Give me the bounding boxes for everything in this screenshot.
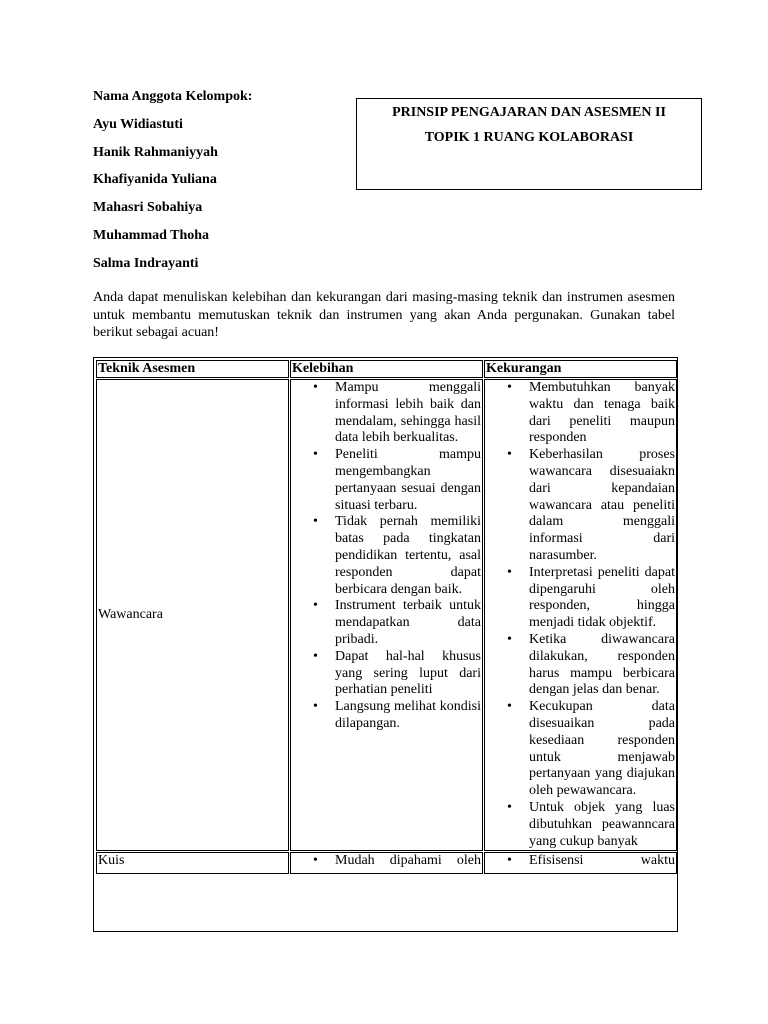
member-name: Salma Indrayanti bbox=[93, 255, 199, 271]
bullet-icon: • bbox=[507, 799, 512, 815]
header-kelebihan: Kelebihan bbox=[290, 360, 483, 378]
bullet-icon: • bbox=[313, 380, 318, 395]
bullet-icon: • bbox=[313, 699, 318, 715]
list-item: • Peneliti mampu mengembangkan pertanyaan sesuai dengan situasi terbaru. bbox=[313, 447, 481, 513]
title-line-2: TOPIK 1 RUANG KOLABORASI bbox=[424, 130, 634, 145]
intro-paragraph: Anda dapat menuliskan kelebihan dan kekurangan dari masing-masing teknik dan instrumen asesmen untuk membantu memutuskan teknik dan instrumen yang akan Anda pergunakan. Gunakan tabel berikut sebagai acuan! bbox=[93, 290, 675, 340]
title-box bbox=[356, 98, 702, 190]
list-item: • Ketika diwawancara dilakukan, responden harus mampu berbicara dengan jelas dan benar. bbox=[507, 631, 675, 698]
header-kekurangan: Kekurangan bbox=[484, 360, 677, 378]
table-row bbox=[96, 852, 677, 874]
teknik-cell: Kuis bbox=[96, 852, 289, 874]
assessment-table bbox=[93, 357, 678, 932]
member-name: Ayu Widiastuti bbox=[93, 116, 183, 132]
list-item: • Mampu menggali informasi lebih baik dan mendalam, sehingga hasil data lebih berkualitas. bbox=[313, 380, 481, 446]
member-name: Muhammad Thoha bbox=[93, 227, 210, 243]
bullet-icon: • bbox=[313, 514, 318, 530]
bullet-icon: • bbox=[507, 699, 512, 715]
bullet-icon: • bbox=[313, 447, 318, 463]
member-name: Mahasri Sobahiya bbox=[93, 200, 203, 216]
bullet-icon: • bbox=[507, 631, 512, 647]
bullet-icon: • bbox=[507, 853, 512, 869]
teknik-cell: Wawancara bbox=[96, 379, 289, 851]
list-item: • Langsung melihat kondisi dilapangan. bbox=[313, 699, 481, 731]
title-line-1: PRINSIP PENGAJARAN DAN ASESMEN II bbox=[392, 105, 666, 120]
list-item: • Kecukupan data disesuaikan pada kesediaan responden untuk menjawab pertanyaan yang diajukan oleh pewawancara. bbox=[507, 699, 675, 799]
bullet-icon: • bbox=[507, 380, 512, 395]
kekurangan-cell bbox=[484, 379, 677, 851]
list-item: • Instrument terbaik untuk mendapatkan data pribadi. bbox=[313, 598, 481, 647]
table-row bbox=[96, 379, 677, 851]
member-heading: Nama Anggota Kelompok: bbox=[93, 89, 253, 104]
list-item: • Keberhasilan proses wawancara disesuaiakn dari kepandaian wawancara atau peneliti dalam menggali informasi dari narasumber. bbox=[507, 447, 675, 563]
kelebihan-cell bbox=[290, 379, 483, 851]
list-item: • Untuk objek yang luas dibutuhkan peawanncara yang cukup banyak bbox=[507, 799, 675, 849]
table-header-row bbox=[96, 360, 677, 378]
bullet-icon: • bbox=[313, 648, 318, 664]
kelebihan-cell bbox=[290, 852, 483, 874]
list-item: • Mudah dipahami oleh bbox=[313, 853, 481, 869]
list-item: • Efisisensi waktu bbox=[507, 853, 675, 869]
bullet-icon: • bbox=[507, 564, 512, 580]
list-item: • Tidak pernah memiliki batas pada tingkatan pendidikan tertentu, asal responden dapat berbicara dengan baik. bbox=[313, 514, 481, 597]
member-list bbox=[93, 87, 343, 282]
bullet-icon: • bbox=[507, 447, 512, 463]
list-item: • Dapat hal-hal khusus yang sering luput dari perhatian peneliti bbox=[313, 648, 481, 698]
bullet-icon: • bbox=[313, 853, 318, 869]
kekurangan-cell bbox=[484, 852, 677, 874]
list-item: • Membutuhkan banyak waktu dan tenaga baik dari peneliti maupun responden bbox=[507, 380, 675, 446]
header-teknik: Teknik Asesmen bbox=[96, 360, 289, 378]
member-name: Khafiyanida Yuliana bbox=[93, 172, 217, 188]
list-item: • Interpretasi peneliti dapat dipengaruhi oleh responden, hingga menjadi tidak objektif. bbox=[507, 564, 675, 631]
bullet-icon: • bbox=[313, 598, 318, 614]
member-name: Hanik Rahmaniyyah bbox=[93, 144, 218, 160]
